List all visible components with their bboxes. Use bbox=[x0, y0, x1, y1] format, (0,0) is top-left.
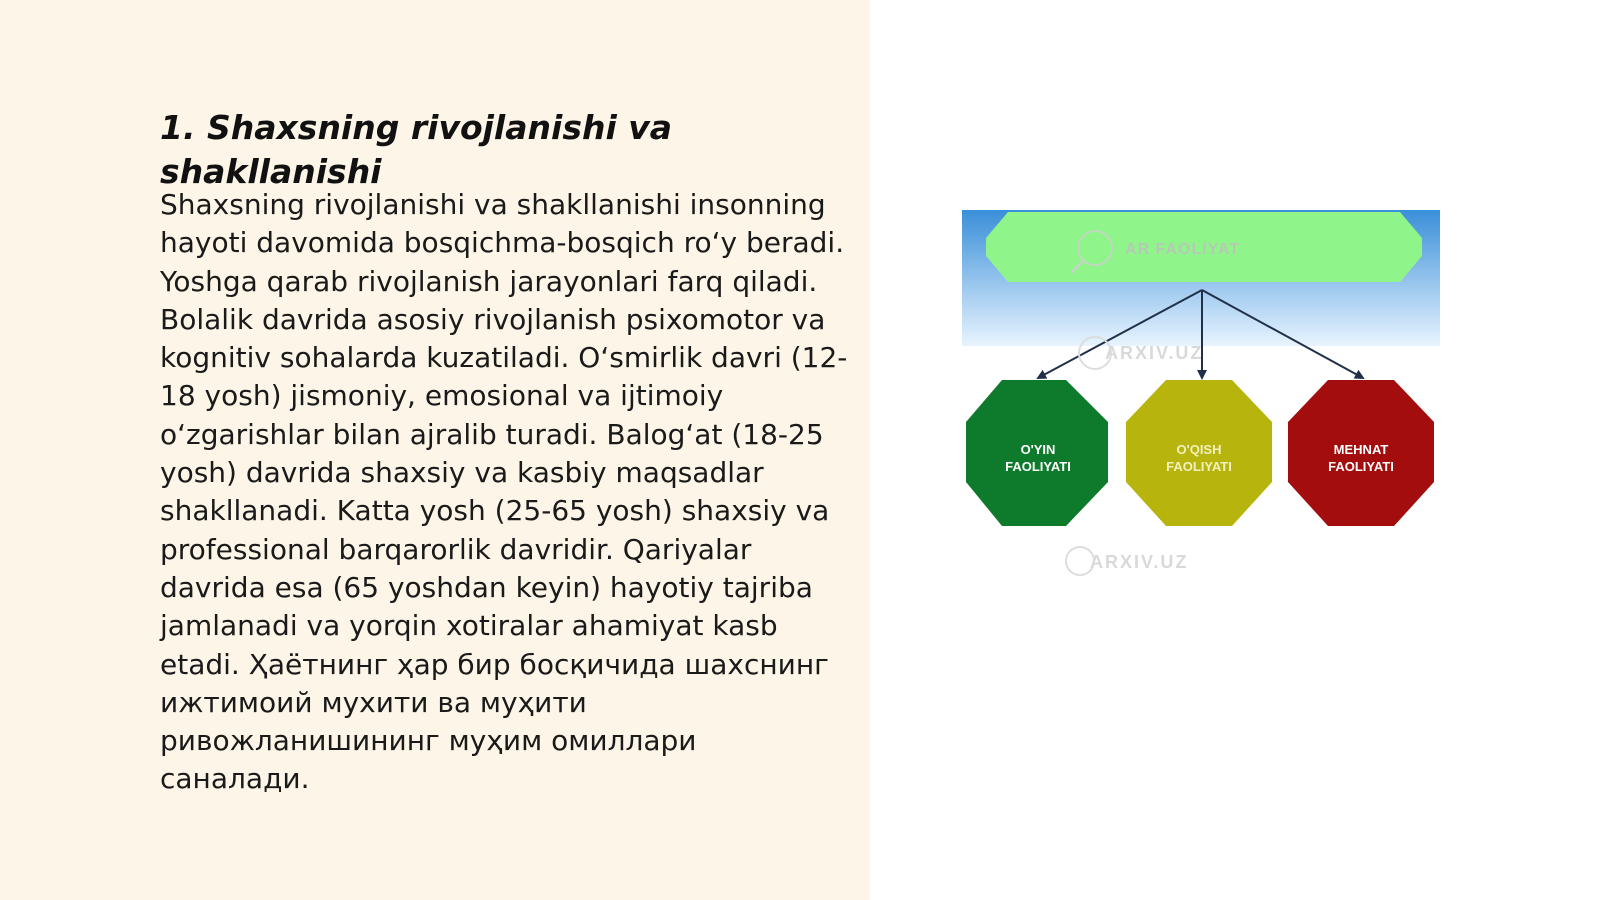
watermark-text-1: ARXIV.UZ bbox=[1105, 343, 1204, 363]
slide-title: 1. Shaxsning rivojlanishi va shakllanishi bbox=[160, 108, 673, 191]
node-oqish-line1: O'QISH bbox=[1176, 442, 1222, 457]
slide-body-text: Shaxsning rivojlanishi va shakllanishi insonning hayoti davomida bosqichma-bosqich ro‘y beradi. Yoshga qarab rivojlanish jarayonlari farq qiladi. Bolalik davrida asosiy rivojlanish psixomotor va kognitiv sohalarda kuzatiladi. O‘smirlik davri (12-18 yosh) jismoniy, emosional va ijtimoiy o‘zgarishlar bilan ajralib turadi. Balog‘at (18-25 yosh) davrida shaxsiy va kasbiy maqsadlar shakllanadi. Katta yosh (25-65 yosh) shaxsiy va professional barqarorlik davridir. Qariyalar davrida esa (65 yoshdan keyin) hayotiy tajriba jamlanadi va yorqin xotiralar ahamiyat kasb etadi. Ҳаётнинг ҳар бир босқичида шахснинг ижтимоий мухити ва муҳити ривожланишининг муҳим омиллари саналади. bbox=[160, 188, 848, 796]
activity-diagram bbox=[960, 210, 1445, 580]
top-box-label: AR FAOLIYAT bbox=[1125, 241, 1241, 258]
node-oqish-line2: FAOLIYATI bbox=[1166, 459, 1232, 474]
watermark-2 bbox=[1066, 547, 1188, 575]
node-oyin-line2: FAOLIYATI bbox=[1005, 459, 1071, 474]
watermark-text-2: ARXIV.UZ bbox=[1090, 552, 1189, 572]
node-mehnat-line2: FAOLIYATI bbox=[1328, 459, 1394, 474]
node-mehnat-line1: MEHNAT bbox=[1333, 442, 1389, 457]
activity-diagram-svg bbox=[960, 210, 1445, 580]
node-oyin-line1: O'YIN bbox=[1020, 442, 1056, 457]
